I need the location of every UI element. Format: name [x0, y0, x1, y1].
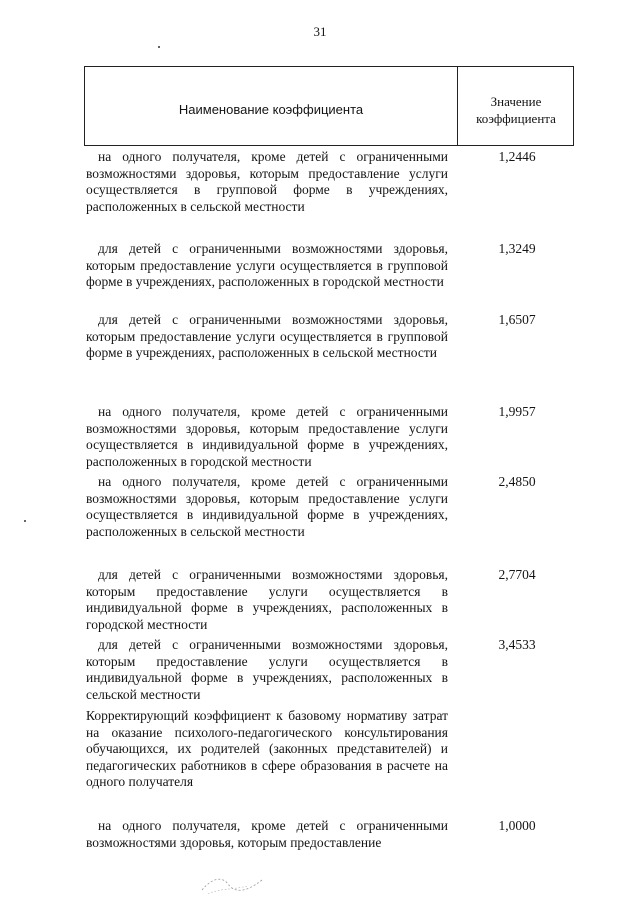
row-value: 1,3249 [498, 241, 536, 256]
row-value: 1,0000 [498, 818, 536, 833]
table-row [86, 637, 566, 703]
row-value: 1,2446 [498, 149, 536, 164]
row-description: Корректирующий коэффициент к базовому нормативу затрат на оказание психолого-педагогического консультирования обучающихся, их родителей (законных представителей) и педагогических работников в сфере образования в расчете на одного получателя [86, 708, 448, 789]
row-description: на одного получателя, кроме детей с ограниченными возможностями здоровья, которым предоставление услуги осуществляется в индивидуальной форме в учреждениях, расположенных в городской местности [86, 404, 448, 469]
table-row [86, 241, 566, 291]
row-description: для детей с ограниченными возможностями здоровья, которым предоставление услуги осуществляется в групповой форме в учреждениях, расположенных в городской местности [86, 241, 448, 289]
row-description: на одного получателя, кроме детей с ограниченными возможностями здоровья, которым предоставление услуги осуществляется в групповой форме в учреждениях, расположенных в сельской местности [86, 149, 448, 214]
table-row [86, 818, 566, 851]
scan-speck-margin [24, 520, 26, 522]
row-description: для детей с ограниченными возможностями здоровья, которым предоставление услуги осуществляется в индивидуальной форме в учреждениях, расположенных в городской местности [86, 567, 448, 632]
row-value: 2,7704 [498, 567, 536, 582]
row-description: для детей с ограниченными возможностями здоровья, которым предоставление услуги осуществляется в групповой форме в учреждениях, расположенных в сельской местности [86, 312, 448, 360]
table-row [86, 567, 566, 633]
scan-smudge-mark [198, 868, 268, 898]
row-value: 2,4850 [498, 474, 536, 489]
header-coefficient-name: Наименование коэффициента [178, 101, 364, 117]
row-description: на одного получателя, кроме детей с ограниченными возможностями здоровья, которым предоставление услуги осуществляется в индивидуальной форме в учреждениях, расположенных в сельской местности [86, 474, 448, 539]
row-description: на одного получателя, кроме детей с ограниченными возможностями здоровья, которым предоставление [86, 818, 448, 850]
row-description: для детей с ограниченными возможностями здоровья, которым предоставление услуги осуществляется в индивидуальной форме в учреждениях, расположенных в сельской местности [86, 637, 448, 702]
table-row [86, 474, 566, 540]
header-coefficient-value: Значение коэффициента [476, 94, 556, 126]
table-row [86, 404, 566, 470]
scan-speck [158, 46, 160, 48]
row-value: 1,6507 [498, 312, 536, 327]
table-header [84, 66, 574, 146]
table-row [86, 312, 566, 362]
table-row [86, 149, 566, 215]
page-number: 31 [313, 24, 327, 39]
table-row-section-heading [86, 708, 566, 791]
row-value: 3,4533 [498, 637, 536, 652]
row-value: 1,9957 [498, 404, 536, 419]
